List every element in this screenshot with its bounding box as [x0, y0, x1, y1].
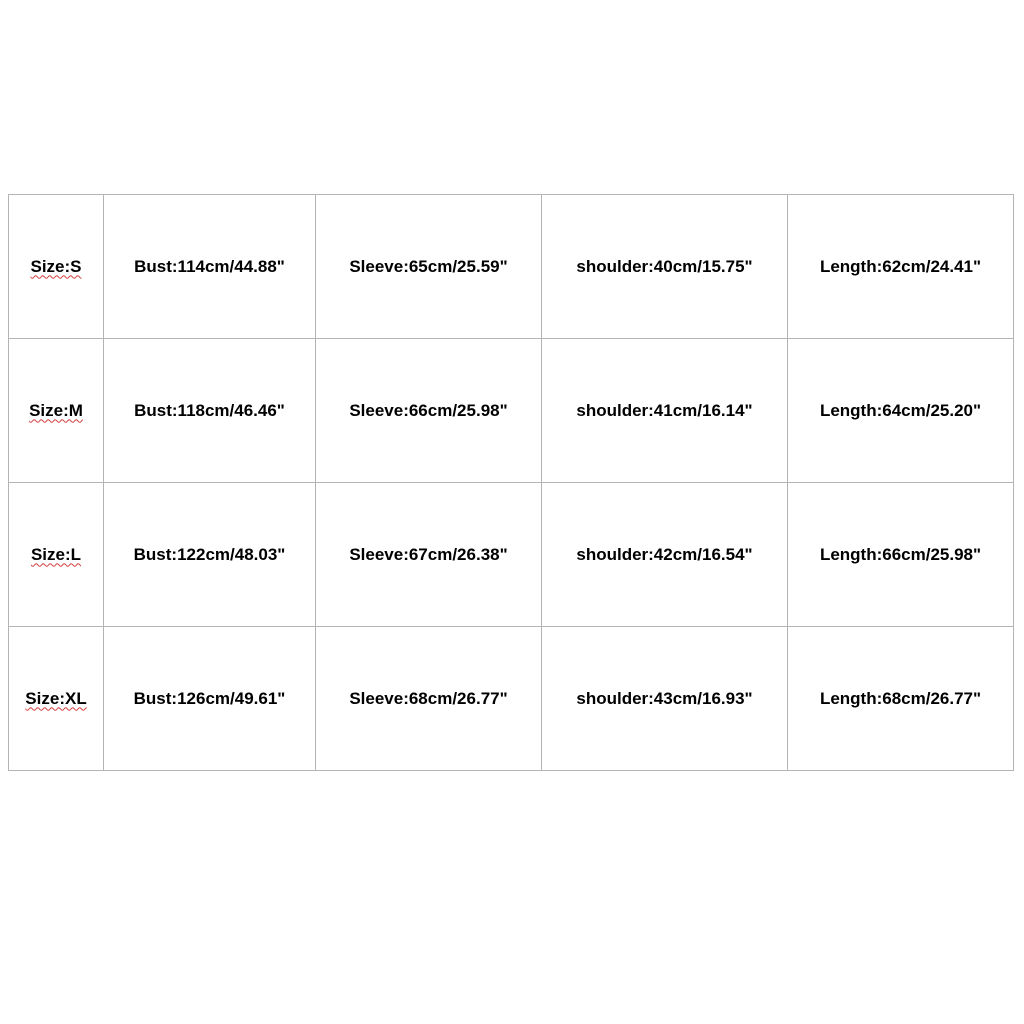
- shoulder-cell: shoulder:42cm/16.54": [542, 483, 788, 627]
- length-cell: Length:66cm/25.98": [788, 483, 1014, 627]
- bust-cell: Bust:122cm/48.03": [104, 483, 316, 627]
- length-cell: Length:64cm/25.20": [788, 339, 1014, 483]
- bust-cell: Bust:126cm/49.61": [104, 627, 316, 771]
- size-cell: [9, 195, 104, 339]
- size-label: Size:M: [29, 400, 83, 420]
- bust-cell: Bust:114cm/44.88": [104, 195, 316, 339]
- size-cell: [9, 483, 104, 627]
- size-label: Size:L: [30, 544, 82, 564]
- shoulder-cell: shoulder:40cm/15.75": [542, 195, 788, 339]
- size-label: Size:S: [30, 256, 82, 276]
- length-cell: Length:68cm/26.77": [788, 627, 1014, 771]
- size-cell: [9, 627, 104, 771]
- sleeve-cell: Sleeve:66cm/25.98": [316, 339, 542, 483]
- sleeve-cell: Sleeve:65cm/25.59": [316, 195, 542, 339]
- table-row-size-s: [9, 195, 1014, 339]
- table-row-size-xl: [9, 627, 1014, 771]
- table-row-size-l: [9, 483, 1014, 627]
- sleeve-cell: Sleeve:67cm/26.38": [316, 483, 542, 627]
- size-chart-table: [8, 194, 1014, 771]
- sleeve-cell: Sleeve:68cm/26.77": [316, 627, 542, 771]
- shoulder-cell: shoulder:43cm/16.93": [542, 627, 788, 771]
- length-cell: Length:62cm/24.41": [788, 195, 1014, 339]
- size-label: Size:XL: [25, 688, 87, 708]
- bust-cell: Bust:118cm/46.46": [104, 339, 316, 483]
- table-row-size-m: [9, 339, 1014, 483]
- size-cell: [9, 339, 104, 483]
- shoulder-cell: shoulder:41cm/16.14": [542, 339, 788, 483]
